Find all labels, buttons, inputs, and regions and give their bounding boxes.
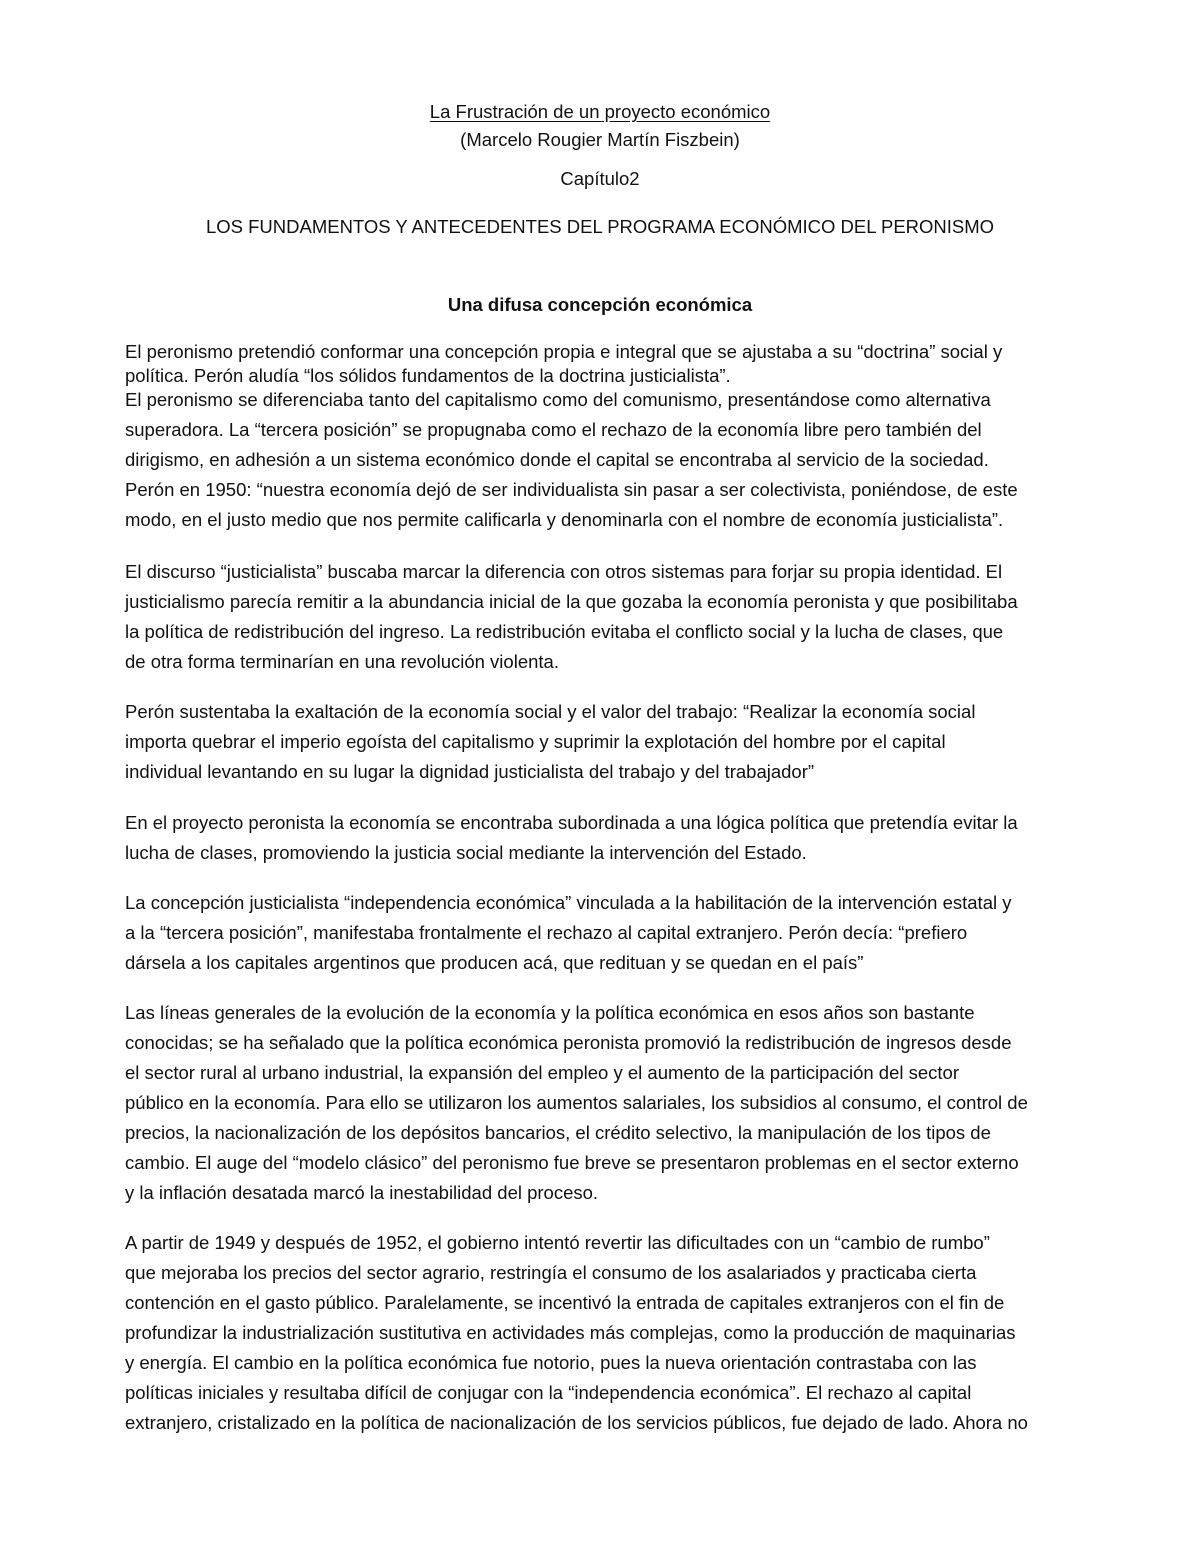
text-line: lucha de clases, promoviendo la justicia social mediante la intervención del Estado. [125,842,807,863]
text-line: Las líneas generales de la evolución de la economía y la política económica en esos años son bastante [125,1002,975,1023]
paragraph [125,1228,1085,1438]
section-title: Una difusa concepción económica [447,294,753,315]
text-line: justicialismo parecía remitir a la abundancia inicial de la que gozaba la economía peronista y que posibilitaba [125,591,1018,612]
text-line: Perón sustentaba la exaltación de la economía social y el valor del trabajo: “Realizar la economía social [125,701,976,722]
text-line: de otra forma terminarían en una revolución violenta. [125,651,559,672]
text-line: cambio. El auge del “modelo clásico” del peronismo fue breve se presentaron problemas en el sector externo [125,1152,1019,1173]
text-line: dársela a los capitales argentinos que producen acá, que redituan y se quedan en el país” [125,952,864,973]
text-line: importa quebrar el imperio egoísta del capitalismo y suprimir la explotación del hombre por el capital [125,731,946,752]
paragraph [125,557,1085,677]
paragraph [125,888,1085,978]
text-line: y energía. El cambio en la política económica fue notorio, pues la nueva orientación contrastaba con las [125,1352,977,1373]
text-line: a la “tercera posición”, manifestaba frontalmente el rechazo al capital extranjero. Perón decía: “prefiero [125,922,968,943]
chapter-label: Capítulo2 [560,168,640,189]
text-line: En el proyecto peronista la economía se encontraba subordinada a una lógica política que pretendía evitar la [125,812,1018,833]
text-line: contención en el gasto público. Paralelamente, se incentivó la entrada de capitales extranjeros con el fin de [125,1292,1005,1313]
text-line: público en la economía. Para ello se utilizaron los aumentos salariales, los subsidios al consumo, el control de [125,1092,1028,1113]
document-title: La Frustración de un proyecto económico [429,101,771,122]
text-line: A partir de 1949 y después de 1952, el gobierno intentó revertir las dificultades con un “cambio de rumbo” [125,1232,990,1253]
text-line: El discurso “justicialista” buscaba marcar la diferencia con otros sistemas para forjar su propia identidad. El [125,561,1003,582]
text-line: conocidas; se ha señalado que la política económica peronista promovió la redistribución de ingresos desde [125,1032,1012,1053]
text-line: la política de redistribución del ingreso. La redistribución evitaba el conflicto social y la lucha de clases, que [125,621,1004,642]
chapter-heading: LOS FUNDAMENTOS Y ANTECEDENTES DEL PROGRAMA ECONÓMICO DEL PERONISMO [205,216,995,237]
text-line: el sector rural al urbano industrial, la expansión del empleo y el aumento de la participación del sector [125,1062,959,1083]
document-authors: (Marcelo Rougier Martín Fiszbein) [460,129,740,150]
text-line: y la inflación desatada marcó la inestabilidad del proceso. [125,1182,599,1203]
text-line: individual levantando en su lugar la dignidad justicialista del trabajo y del trabajador” [125,761,815,782]
paragraph [125,808,1085,868]
text-line: precios, la nacionalización de los depósitos bancarios, el crédito selectivo, la manipulación de los tipos de [125,1122,991,1143]
text-line: dirigismo, en adhesión a un sistema económico donde el capital se encontraba al servicio de la sociedad. [125,449,989,470]
paragraph [125,697,1085,787]
text-line: modo, en el justo medio que nos permite calificarla y denominarla con el nombre de economía justicialista”. [125,509,1004,530]
text-line: extranjero, cristalizado en la política de nacionalización de los servicios públicos, fue dejado de lado. Ahora no [125,1412,1028,1433]
paragraph [125,998,1085,1208]
text-line: El peronismo pretendió conformar una concepción propia e integral que se ajustaba a su “doctrina” social y [125,341,1003,362]
text-line: La concepción justicialista “independencia económica” vinculada a la habilitación de la intervención estatal y [125,892,1012,913]
text-line: El peronismo se diferenciaba tanto del capitalismo como del comunismo, presentándose como alternativa [125,389,991,410]
text-line: profundizar la industrialización sustitutiva en actividades más complejas, como la producción de maquinarias [125,1322,1016,1343]
paragraph [125,337,1085,535]
text-line: superadora. La “tercera posición” se propugnaba como el rechazo de la economía libre pero también del [125,419,982,440]
text-line: Perón en 1950: “nuestra economía dejó de ser individualista sin pasar a ser colectivista, poniéndose, de este [125,479,1018,500]
text-line: que mejoraba los precios del sector agrario, restringía el consumo de los asalariados y practicaba cierta [125,1262,977,1283]
text-line: políticas iniciales y resultaba difícil de conjugar con la “independencia económica”. El rechazo al capital [125,1382,972,1403]
text-line: política. Perón aludía “los sólidos fundamentos de la doctrina justicialista”. [125,365,731,386]
